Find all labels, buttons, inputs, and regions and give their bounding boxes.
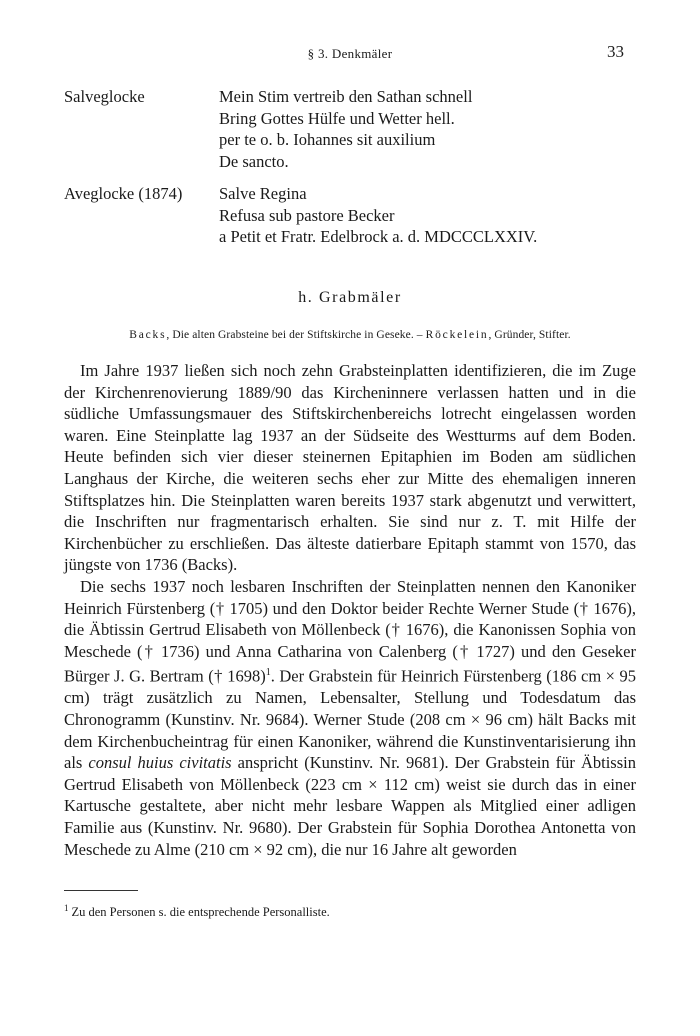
biblio-title: , Die alten Grabsteine bei der Stiftskirche in Geseke. – — [166, 329, 426, 341]
bibliography-line — [0, 329, 700, 341]
bell-inscription-lines — [219, 183, 537, 248]
running-head: § 3. Denkmäler — [307, 46, 393, 61]
section-title: h. Grabmäler — [298, 289, 402, 306]
body-text — [64, 360, 636, 860]
page-header — [0, 44, 700, 66]
footnote-text: Zu den Personen s. die entsprechende Personalliste. — [71, 905, 330, 920]
latin-phrase: consul huius civitatis — [88, 753, 232, 773]
inscription-line: Mein Stim vertreib den Sathan schnell — [219, 87, 473, 106]
inscription-line: Refusa sub pastore Becker — [219, 205, 395, 225]
footnote-reference[interactable]: 1 — [265, 667, 271, 679]
inscription-line: per te o. b. Iohannes sit auxilium — [219, 130, 436, 149]
bell-name: Aveglocke (1874) — [64, 184, 183, 203]
footnote — [64, 903, 636, 920]
inscription-line: De sancto. — [219, 151, 289, 171]
biblio-title: , Gründer, Stifter. — [488, 329, 571, 341]
inscription-line: Salve Regina — [219, 184, 307, 203]
inscription-line: Bring Gottes Hülfe und Wetter hell. — [219, 108, 455, 128]
biblio-author: Röckelein — [425, 329, 489, 341]
bell-inscription-lines — [219, 86, 472, 172]
page-number: 33 — [607, 42, 624, 61]
paragraph: Die sechs 1937 noch lesbaren Inschriften der Steinplatten nennen den Kanoniker Heinrich Fürstenberg († 1705) und den Doktor beider Rechte Werner Stude († 1676), die Äbtissin Gertrud Elisabeth von Möllenbeck († 1676), die Kanonissen Sophia von Meschede († 1736) und Anna Catharina von Calenberg († 1727) und den Geseker Bürger J. G. Bertram († 1698)$^1$. Der Grabstein für Heinrich Fürstenberg (186 cm × 95 cm) trägt zusätzlich zu Namen, Lebensalter, Stellung und Todesdatum das Chronogramm (Kunstinv. Nr. 9684). Werner Stude (208 cm × 96 cm) hält Backs mit dem Kirchenbucheintrag für einen Kanoniker, während die Kunstinventarisierung ihn als consul huius civitatis anspricht (Kunstinv. Nr. 9681). Der Grabstein für Äbtissin Gertrud Elisabeth von Möllenbeck (223 cm × 112 cm) weist sie durch das in einer Kartusche gestaltete, aber nicht mehr lesbare Wappen als Mitglied einer adligen Familie aus (Kunstinv. Nr. 9680). Der Grabstein für Sophia Dorothea Antonetta von Meschede zu Alme (210 cm × 92 cm), die nur 16 Jahre alt geworden — [64, 576, 636, 859]
bell-inscription-ave — [64, 183, 634, 253]
footnote-mark: 1 — [64, 903, 69, 913]
biblio-author: Backs — [129, 329, 167, 341]
paragraph: Im Jahre 1937 ließen sich noch zehn Grabsteinplatten identifizieren, die im Zuge der Kirchenrenovierung 1889/90 das Kircheninnere verlassen hatten und in die südliche Umfassungsmauer des Stiftskirchenbereichs lotrecht eingelassen worden waren. Eine Steinplatte lag 1937 an der Südseite des Westturms auf dem Boden. Heute befinden sich vier dieser steinernen Epitaphien im Boden am südlichen Langhaus der Kirche, die weiteren sechs eher zur Mitte des ehemaligen inneren Stiftsplatzes hin. Die Steinplatten waren bereits 1937 stark abgenutzt und verwittert, die Inschriften nur fragmentarisch erhalten. Sie sind nur z. T. mit Hilfe der Kirchenbücher zu erschließen. Das älteste datierbare Epitaph stammt von 1570, das jüngste von 1736 (Backs). — [64, 361, 636, 575]
bell-inscription-salve — [64, 86, 634, 176]
footnote-divider — [64, 890, 138, 891]
bell-name: Salveglocke — [64, 87, 145, 106]
inscription-line: a Petit et Fratr. Edelbrock a. d. MDCCCLXXIV. — [219, 227, 538, 246]
